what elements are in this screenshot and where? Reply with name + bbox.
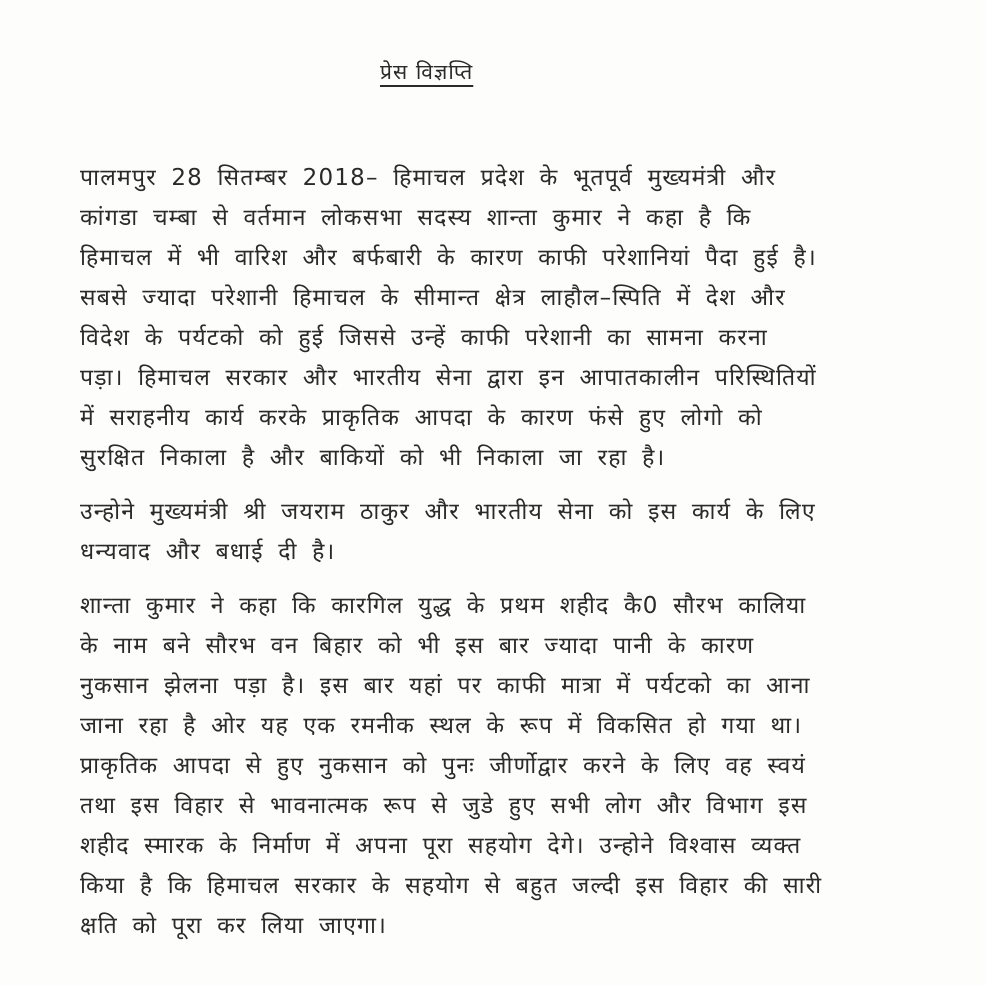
paragraph-3-line-3: नुकसान झेलना पड़ा है। इस बार यहां पर काफी मात्रा में पर्यटको का आना — [80, 673, 811, 699]
paragraph-3-line-1: शान्ता कुमार ने कहा कि कारगिल युद्ध के प्रथम शहीद कै0 सौरभ कालिया — [80, 593, 807, 619]
paragraph-1-line-2: कांगडा चम्बा से वर्तमान लोकसभा सदस्य शान्ता कुमार ने कहा है कि — [80, 205, 752, 231]
paragraph-1-line-3: हिमाचल में भी वारिश और बर्फबारी के कारण काफी परेशानियां पैदा हुई है। — [80, 245, 817, 271]
paragraph-3-line-4: जाना रहा है ओर यह एक रमनीक स्थल के रूप में विकसित हो गया था। — [80, 713, 803, 739]
paragraph-3-line-2: के नाम बने सौरभ वन बिहार को भी इस बार ज्यादा पानी के कारण — [80, 633, 755, 659]
paragraph-1-line-6: पड़ा। हिमाचल सरकार और भारतीय सेना द्वारा इन आपातकालीन परिस्थितियों — [80, 365, 817, 391]
page-title: प्रेस विज्ञप्ति — [380, 60, 474, 84]
paragraph-3-line-6: तथा इस विहार से भावनात्मक रूप से जुडे हुए सभी लोग और विभाग इस — [80, 793, 808, 819]
paragraph-3-line-7: शहीद स्मारक के निर्माण में अपना पूरा सहयोग देगे। उन्होने विश्वास व्यक्त — [80, 833, 802, 859]
paragraph-2-line-2: धन्यवाद और बधाई दी है। — [80, 539, 336, 565]
paragraph-1-line-1: पालमपुर 28 सितम्बर 2018– हिमाचल प्रदेश के भूतपूर्व मुख्यमंत्री और — [80, 165, 777, 191]
paragraph-3-line-9: क्षति को पूरा कर लिया जाएगा। — [80, 913, 388, 939]
paragraph-1-line-4: सबसे ज्यादा परेशानी हिमाचल के सीमान्त क्षेत्र लाहौल–स्पिति में देश और — [80, 285, 786, 311]
paragraph-1-line-5: विदेश के पर्यटको को हुई जिससे उन्हें काफी परेशानी का सामना करना — [80, 325, 768, 351]
paragraph-2-line-1: उन्होने मुख्यमंत्री श्री जयराम ठाकुर और भारतीय सेना को इस कार्य के लिए — [80, 499, 816, 525]
paragraph-3-line-5: प्राकृतिक आपदा से हुए नुकसान को पुनः जीर्णोद्वार करने के लिए वह स्वयं — [80, 753, 807, 779]
paragraph-1-line-8: सुरक्षित निकाला है और बाकियों को भी निकाला जा रहा है। — [80, 445, 666, 471]
paragraph-1-line-7: में सराहनीय कार्य करके प्राकृतिक आपदा के कारण फंसे हुए लोगो को — [80, 405, 763, 431]
paragraph-3-line-8: किया है कि हिमाचल सरकार के सहयोग से बहुत जल्दी इस विहार की सारी — [80, 873, 823, 899]
